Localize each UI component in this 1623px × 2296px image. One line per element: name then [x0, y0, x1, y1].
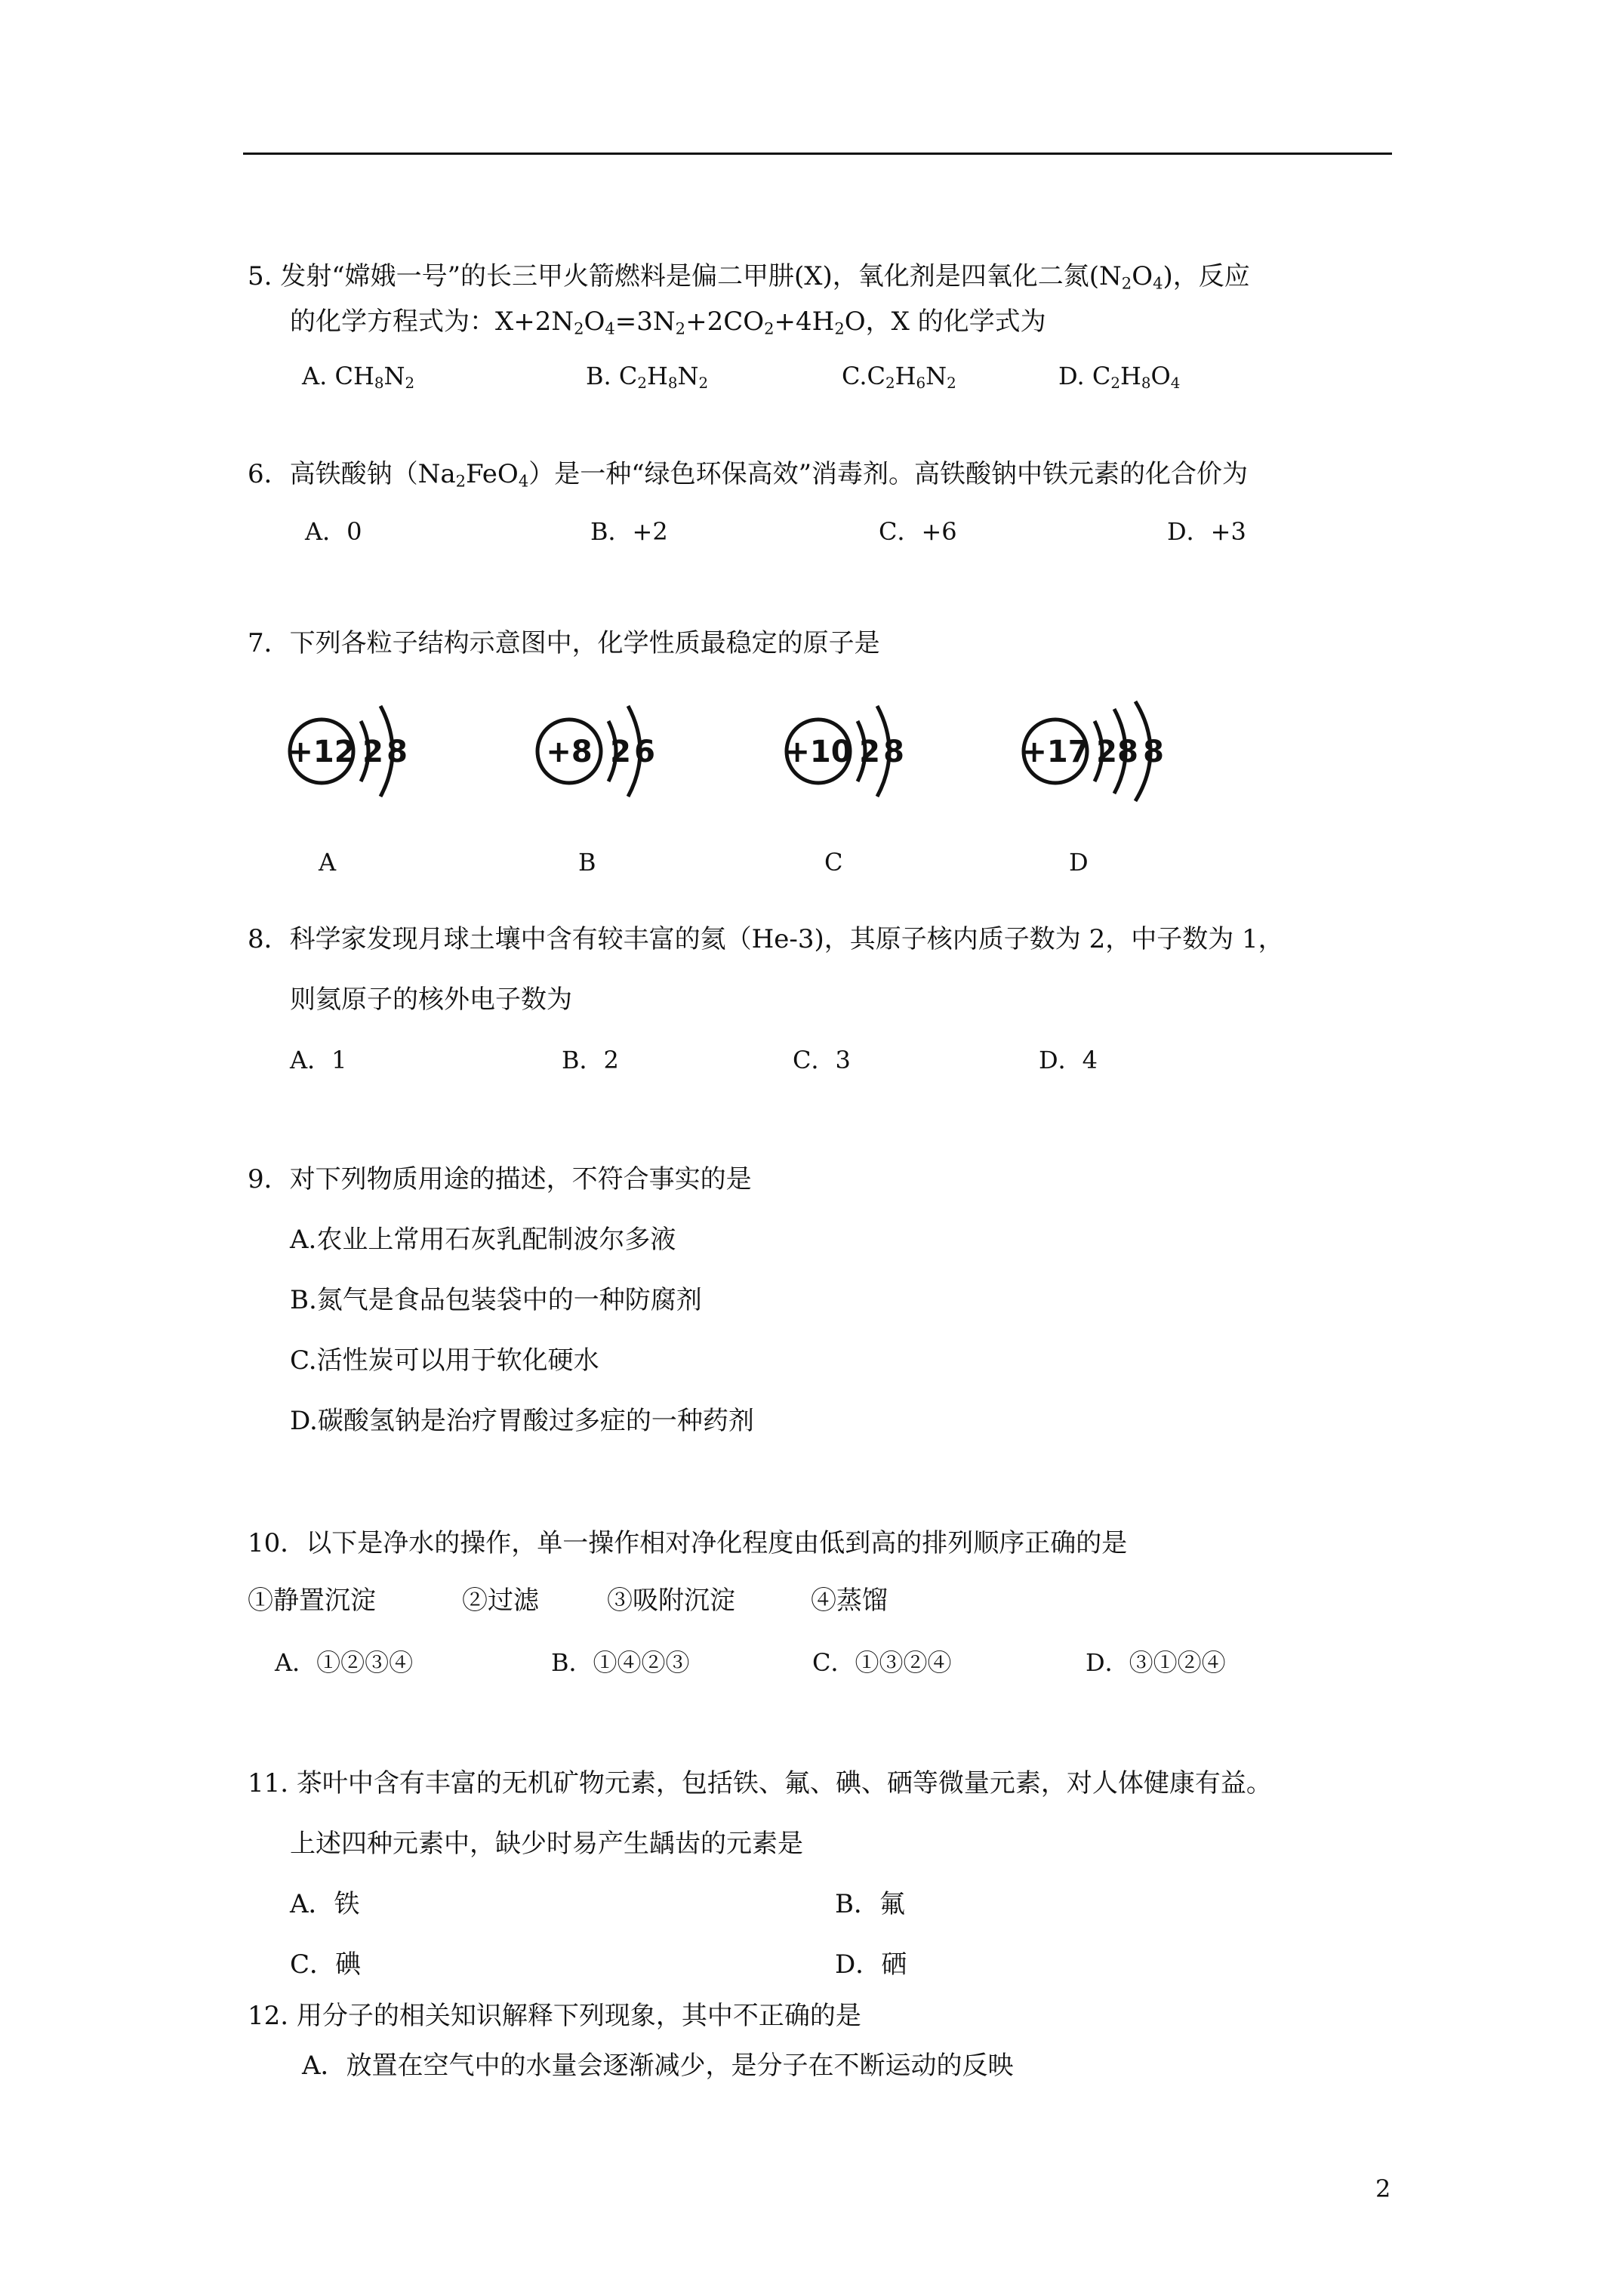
- q11-option-b: B．氟: [835, 1889, 905, 1919]
- q8-option-b: B．2: [562, 1046, 619, 1074]
- nucleus-charge: +17: [1021, 735, 1089, 769]
- q9-stem: 9．对下列物质用途的描述，不符合事实的是: [248, 1164, 752, 1194]
- q12-option-a: A．放置在空气中的水量会逐渐减少，是分子在不断运动的反映: [302, 2051, 1014, 2081]
- header-rule: [243, 153, 1392, 155]
- shell-electrons: 8: [1143, 735, 1164, 769]
- q10-stem: 10．以下是净水的操作，单一操作相对净化程度由低到高的排列顺序正确的是: [248, 1528, 1128, 1558]
- nucleus-charge: +10: [784, 735, 852, 769]
- shell-electrons: 2: [1096, 735, 1117, 769]
- atom-label-b: B: [578, 848, 596, 877]
- q10-option-b: B．①④②③: [551, 1648, 690, 1677]
- q9-option-b: B.氮气是食品包装袋中的一种防腐剂: [290, 1285, 702, 1315]
- shell-electrons: 2: [362, 735, 383, 769]
- shell-electrons: 8: [1117, 735, 1138, 769]
- atom-diagram-c: [781, 698, 932, 804]
- q11-stem-line2: 上述四种元素中，缺少时易产生龋齿的元素是: [290, 1829, 803, 1859]
- q9-option-a: A.农业上常用石灰乳配制波尔多液: [290, 1225, 676, 1255]
- q11-option-c: C．碘: [290, 1949, 362, 1980]
- q10-op-1: ①静置沉淀: [248, 1586, 376, 1616]
- q5-option-b: B. $C_2H_8N_2$: [586, 362, 709, 392]
- shell-electrons: 6: [634, 735, 655, 769]
- q10-option-a: A．①②③④: [275, 1648, 414, 1677]
- q11-option-d: D．硒: [835, 1949, 907, 1980]
- atom-label-c: C: [824, 848, 843, 877]
- atom-label-d: D: [1069, 848, 1089, 877]
- q5-stem-line1: 5. 发射“嫦娥一号”的长三甲火箭燃料是偏二甲肼(X)，氧化剂是四氧化二氮$(N_2O_4)$，反应: [248, 261, 1250, 293]
- atom-diagram-b: [531, 698, 682, 804]
- q6-option-d: D．+3: [1167, 517, 1246, 546]
- atom-label-a: A: [319, 848, 337, 877]
- q5-stem-line2: 的化学方程式为：$X+2N_2O_4=3N_2+2CO_2+4H_2O$，X 的化学式为: [290, 307, 1046, 338]
- q6-option-c: C．+6: [879, 517, 957, 546]
- atom-diagram-a: [284, 698, 435, 804]
- q8-option-c: C．3: [793, 1046, 851, 1074]
- q9-option-d: D.碳酸氢钠是治疗胃酸过多症的一种药剂: [290, 1406, 754, 1436]
- nucleus-charge: +12: [288, 735, 356, 769]
- q6-option-a: A．0: [305, 517, 362, 546]
- q11-stem-line1: 11. 茶叶中含有丰富的无机矿物元素，包括铁、氟、碘、硒等微量元素，对人体健康有益。: [248, 1768, 1272, 1798]
- atom-diagram-d: [1018, 698, 1214, 804]
- q10-option-c: C．①③②④: [812, 1648, 952, 1677]
- q10-op-2: ②过滤: [462, 1586, 539, 1616]
- nucleus-charge: +8: [546, 735, 593, 769]
- q5-option-c: $C.C_2H_6N_2$: [842, 362, 956, 392]
- shell-electrons: 8: [387, 735, 408, 769]
- q12-stem: 12. 用分子的相关知识解释下列现象，其中不正确的是: [248, 2001, 861, 2031]
- q8-stem-line1: 8．科学家发现月球土壤中含有较丰富的氦（He-3)，其原子核内质子数为 2，中子数为 1，: [248, 924, 1284, 954]
- q10-op-3: ③吸附沉淀: [607, 1586, 735, 1616]
- q8-option-d: D．4: [1039, 1046, 1098, 1074]
- q10-option-d: D．③①②④: [1086, 1648, 1226, 1677]
- shell-electrons: 2: [859, 735, 880, 769]
- q11-option-a: A．铁: [290, 1889, 360, 1919]
- q9-option-c: C.活性炭可以用于软化硬水: [290, 1345, 599, 1376]
- page-number: 2: [1375, 2174, 1391, 2203]
- shell-electrons: 8: [883, 735, 904, 769]
- q8-stem-line2: 则氦原子的核外电子数为: [290, 985, 572, 1015]
- q7-stem: 7．下列各粒子结构示意图中，化学性质最稳定的原子是: [248, 628, 880, 658]
- q6-option-b: B．+2: [590, 517, 668, 546]
- q5-option-a: A. $CH_8N_2$: [302, 362, 415, 392]
- q10-op-4: ④蒸馏: [811, 1586, 888, 1616]
- shell-electrons: 2: [610, 735, 631, 769]
- q5-option-d: D. $C_2H_8O_4$: [1058, 362, 1181, 392]
- q6-stem: 6．高铁酸钠$(Na_2FeO_4)$是一种“绿色环保高效”消毒剂。高铁酸钠中铁元素的化合价为: [248, 459, 1248, 491]
- q8-option-a: A．1: [290, 1046, 347, 1074]
